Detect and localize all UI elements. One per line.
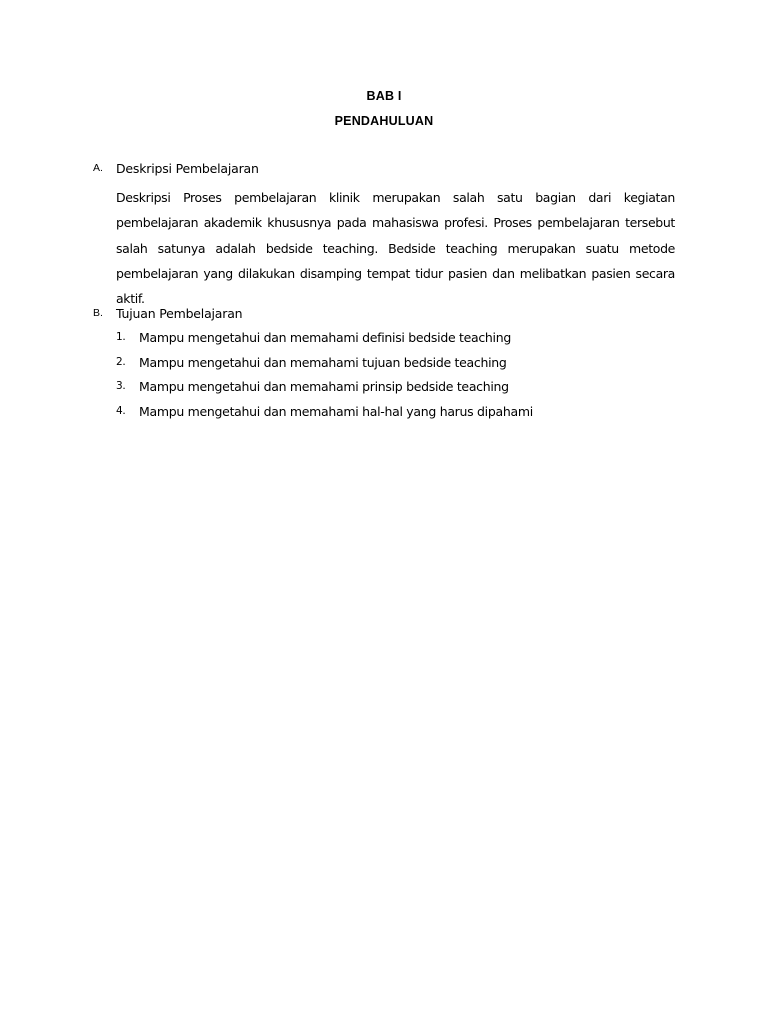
list-item xyxy=(116,355,675,380)
chapter-title: PENDAHULUAN xyxy=(334,114,434,128)
section-heading: Deskripsi Pembelajaran xyxy=(116,161,259,176)
list-item xyxy=(116,330,675,355)
list-item xyxy=(116,379,675,404)
list-item-text: Mampu mengetahui dan memahami prinsip bedside teaching xyxy=(139,379,509,394)
list-item xyxy=(116,404,675,429)
objectives-list xyxy=(116,330,675,428)
section-heading: Tujuan Pembelajaran xyxy=(116,306,243,321)
chapter-number: BAB I xyxy=(366,89,402,103)
section-letter: B. xyxy=(93,307,103,319)
list-item-number: 2. xyxy=(116,355,126,368)
list-item-text: Mampu mengetahui dan memahami tujuan bedside teaching xyxy=(139,354,507,370)
list-item-number: 3. xyxy=(116,380,126,392)
list-item-number: 1. xyxy=(116,331,126,343)
section-body-paragraph: Deskripsi Proses pembelajaran klinik merupakan salah satu bagian dari kegiatan pembelajaran akademik khususnya pada mahasiswa profesi. Proses pembelajaran tersebut salah satunya adalah bedside teaching. Bedside teaching merupakan suatu metode pembelajaran yang dilakukan disamping tempat tidur pasien dan melibatkan pasien secara aktif. xyxy=(116,190,675,307)
list-item-number: 4. xyxy=(116,404,126,417)
list-item-text: Mampu mengetahui dan memahami definisi bedside teaching xyxy=(139,330,511,345)
section-letter: A. xyxy=(93,162,103,174)
list-item-text: Mampu mengetahui dan memahami hal-hal yang harus dipahami xyxy=(139,403,533,419)
